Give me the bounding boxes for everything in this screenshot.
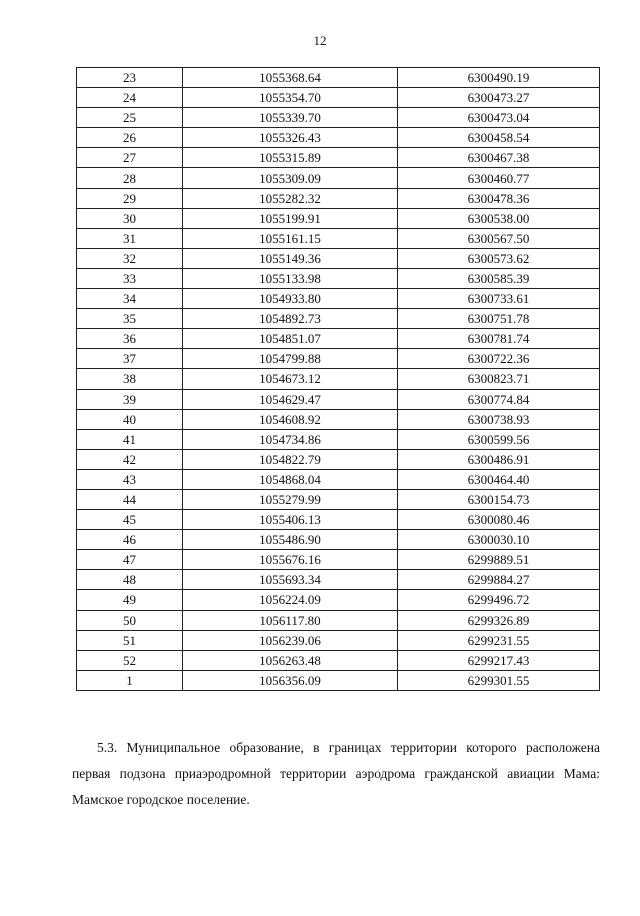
point-number-cell: 38 [77,369,183,389]
page-number: 12 [313,33,327,48]
x-coordinate-cell: 1054933.80 [183,289,398,309]
x-coordinate-cell: 1054734.86 [183,429,398,449]
table-row [77,228,600,248]
x-coordinate-cell: 1054851.07 [183,329,398,349]
point-number-cell: 37 [77,349,183,369]
x-coordinate-cell: 1055406.13 [183,510,398,530]
table-row [77,369,600,389]
x-coordinate-cell: 1054673.12 [183,369,398,389]
x-coordinate-cell: 1055279.99 [183,489,398,509]
point-number-cell: 49 [77,590,183,610]
y-coordinate-cell: 6300599.56 [398,429,600,449]
point-number-cell: 1 [77,670,183,690]
x-coordinate-cell: 1054822.79 [183,449,398,469]
table-row [77,570,600,590]
point-number-cell: 25 [77,108,183,128]
x-coordinate-cell: 1054892.73 [183,309,398,329]
y-coordinate-cell: 6299217.43 [398,650,600,670]
x-coordinate-cell: 1055282.32 [183,188,398,208]
x-coordinate-cell: 1055693.34 [183,570,398,590]
y-coordinate-cell: 6300538.00 [398,208,600,228]
y-coordinate-cell: 6300154.73 [398,489,600,509]
table-row [77,268,600,288]
x-coordinate-cell: 1055315.89 [183,148,398,168]
table-row [77,329,600,349]
x-coordinate-cell: 1055133.98 [183,268,398,288]
x-coordinate-cell: 1055199.91 [183,208,398,228]
y-coordinate-cell: 6300823.71 [398,369,600,389]
x-coordinate-cell: 1055326.43 [183,128,398,148]
section-paragraph: 5.3. Муниципальное образование, в границах территории которого расположена первая подзона приаэродромной территории аэродрома гражданской авиации Мама: Мамское городское поселение. [72,739,600,807]
point-number-cell: 35 [77,309,183,329]
table-row [77,68,600,88]
table-row [77,469,600,489]
y-coordinate-cell: 6299496.72 [398,590,600,610]
point-number-cell: 47 [77,550,183,570]
x-coordinate-cell: 1055676.16 [183,550,398,570]
table-row [77,610,600,630]
table-row [77,128,600,148]
y-coordinate-cell: 6300467.38 [398,148,600,168]
x-coordinate-cell: 1055161.15 [183,228,398,248]
y-coordinate-cell: 6300733.61 [398,289,600,309]
point-number-cell: 40 [77,409,183,429]
table-row [77,550,600,570]
x-coordinate-cell: 1055486.90 [183,530,398,550]
point-number-cell: 45 [77,510,183,530]
x-coordinate-cell: 1056224.09 [183,590,398,610]
point-number-cell: 42 [77,449,183,469]
point-number-cell: 43 [77,469,183,489]
point-number-cell: 28 [77,168,183,188]
table-row [77,88,600,108]
point-number-cell: 44 [77,489,183,509]
x-coordinate-cell: 1055149.36 [183,248,398,268]
point-number-cell: 30 [77,208,183,228]
x-coordinate-cell: 1054868.04 [183,469,398,489]
x-coordinate-cell: 1056239.06 [183,630,398,650]
point-number-cell: 29 [77,188,183,208]
table-row [77,168,600,188]
table-row [77,670,600,690]
y-coordinate-cell: 6300774.84 [398,389,600,409]
y-coordinate-cell: 6300030.10 [398,530,600,550]
y-coordinate-cell: 6299301.55 [398,670,600,690]
y-coordinate-cell: 6300751.78 [398,309,600,329]
table-row [77,489,600,509]
x-coordinate-cell: 1055354.70 [183,88,398,108]
point-number-cell: 23 [77,68,183,88]
y-coordinate-cell: 6300464.40 [398,469,600,489]
table-row [77,510,600,530]
x-coordinate-cell: 1055309.09 [183,168,398,188]
point-number-cell: 34 [77,289,183,309]
x-coordinate-cell: 1054629.47 [183,389,398,409]
point-number-cell: 48 [77,570,183,590]
table-row [77,289,600,309]
point-number-cell: 32 [77,248,183,268]
table-row [77,650,600,670]
y-coordinate-cell: 6300486.91 [398,449,600,469]
table-row [77,208,600,228]
table-row [77,630,600,650]
y-coordinate-cell: 6299889.51 [398,550,600,570]
y-coordinate-cell: 6300460.77 [398,168,600,188]
y-coordinate-cell: 6300781.74 [398,329,600,349]
x-coordinate-cell: 1054799.88 [183,349,398,369]
y-coordinate-cell: 6300490.19 [398,68,600,88]
table-row [77,188,600,208]
table-row [77,429,600,449]
point-number-cell: 26 [77,128,183,148]
y-coordinate-cell: 6300478.36 [398,188,600,208]
point-number-cell: 52 [77,650,183,670]
y-coordinate-cell: 6300080.46 [398,510,600,530]
y-coordinate-cell: 6300573.62 [398,248,600,268]
x-coordinate-cell: 1054608.92 [183,409,398,429]
y-coordinate-cell: 6300567.50 [398,228,600,248]
coordinates-table-body [77,68,600,691]
point-number-cell: 36 [77,329,183,349]
table-row [77,530,600,550]
table-row [77,309,600,329]
point-number-cell: 51 [77,630,183,650]
y-coordinate-cell: 6300738.93 [398,409,600,429]
y-coordinate-cell: 6299231.55 [398,630,600,650]
y-coordinate-cell: 6300722.36 [398,349,600,369]
x-coordinate-cell: 1056356.09 [183,670,398,690]
table-row [77,449,600,469]
point-number-cell: 39 [77,389,183,409]
point-number-cell: 41 [77,429,183,449]
point-number-cell: 33 [77,268,183,288]
y-coordinate-cell: 6299884.27 [398,570,600,590]
y-coordinate-cell: 6299326.89 [398,610,600,630]
x-coordinate-cell: 1056117.80 [183,610,398,630]
x-coordinate-cell: 1055368.64 [183,68,398,88]
point-number-cell: 50 [77,610,183,630]
table-row [77,248,600,268]
table-row [77,349,600,369]
table-row [77,409,600,429]
coordinates-table [76,67,600,691]
y-coordinate-cell: 6300458.54 [398,128,600,148]
point-number-cell: 31 [77,228,183,248]
point-number-cell: 46 [77,530,183,550]
point-number-cell: 24 [77,88,183,108]
x-coordinate-cell: 1055339.70 [183,108,398,128]
y-coordinate-cell: 6300473.04 [398,108,600,128]
y-coordinate-cell: 6300585.39 [398,268,600,288]
table-row [77,148,600,168]
table-row [77,108,600,128]
table-row [77,590,600,610]
point-number-cell: 27 [77,148,183,168]
x-coordinate-cell: 1056263.48 [183,650,398,670]
table-row [77,389,600,409]
y-coordinate-cell: 6300473.27 [398,88,600,108]
